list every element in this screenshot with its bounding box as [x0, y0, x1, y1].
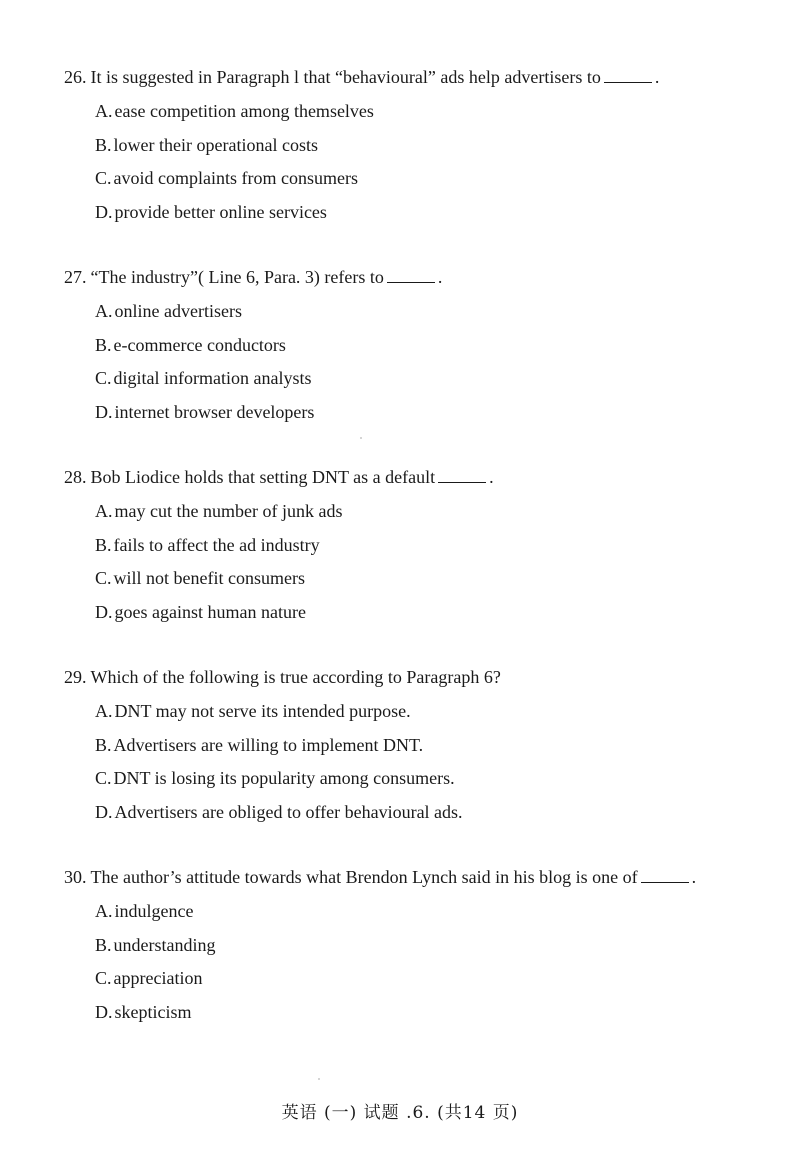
- question-text-end: .: [691, 867, 697, 887]
- option-d: D. Advertisers are obliged to offer behavioural ads.: [95, 801, 463, 822]
- option-a: A. indulgence: [95, 901, 194, 921]
- option-list: [95, 295, 724, 429]
- question-number: 27.: [64, 267, 87, 287]
- question-stem: [64, 661, 724, 694]
- option-b: B. understanding: [95, 934, 216, 955]
- option-b: B. Advertisers are willing to implement DNT.: [95, 734, 424, 755]
- scan-speck: [360, 437, 362, 439]
- question-29: [64, 661, 724, 829]
- question-text: It is suggested in Paragraph l that “behavioural” ads help advertisers to: [90, 67, 601, 87]
- question-stem: [64, 261, 724, 294]
- option-c: C. digital information analysts: [95, 368, 312, 388]
- option-c: C. avoid complaints from consumers: [95, 168, 358, 188]
- question-text: Which of the following is true according to Paragraph 6?: [90, 667, 501, 687]
- question-number: 29.: [64, 667, 87, 687]
- answer-blank: [641, 866, 689, 883]
- question-stem: [64, 461, 724, 494]
- option-d: D. skepticism: [95, 1001, 192, 1022]
- question-text-end: .: [489, 467, 494, 487]
- question-stem: [64, 61, 724, 94]
- option-c: C. DNT is losing its popularity among consumers.: [95, 768, 455, 788]
- question-28: [64, 461, 724, 629]
- option-a: A. DNT may not serve its intended purpose.: [95, 701, 411, 721]
- question-number: 30.: [64, 867, 87, 887]
- option-c: C. will not benefit consumers: [95, 568, 305, 588]
- option-b: B. e-commerce conductors: [95, 334, 286, 355]
- option-a: A. ease competition among themselves: [95, 101, 374, 121]
- option-d: D. provide better online services: [95, 201, 327, 222]
- question-text-end: .: [654, 67, 660, 87]
- question-text: The author’s attitude towards what Brendon Lynch said in his blog is one of: [90, 867, 638, 887]
- scan-speck: [318, 1078, 320, 1080]
- question-text: “The industry”( Line 6, Para. 3) refers to: [90, 267, 384, 287]
- question-text-end: .: [437, 267, 443, 287]
- page-footer: 英语 (一) 试题 .6. (共14 页): [281, 1103, 519, 1123]
- answer-blank: [387, 266, 435, 283]
- option-list: [95, 95, 724, 229]
- option-d: D. internet browser developers: [95, 401, 315, 422]
- question-30: [64, 861, 724, 1029]
- option-a: A. online advertisers: [95, 301, 242, 321]
- question-stem: [64, 861, 724, 894]
- question-number: 26.: [64, 67, 87, 87]
- option-d: D. goes against human nature: [95, 601, 306, 622]
- option-list: [95, 495, 724, 629]
- answer-blank: [438, 466, 486, 483]
- option-b: B. lower their operational costs: [95, 134, 318, 155]
- answer-blank: [604, 66, 652, 83]
- question-number: 28.: [64, 467, 87, 487]
- option-b: B. fails to affect the ad industry: [95, 534, 320, 555]
- option-list: [95, 695, 724, 829]
- question-27: [64, 261, 724, 429]
- option-c: C. appreciation: [95, 968, 203, 988]
- option-a: A. may cut the number of junk ads: [95, 501, 343, 521]
- question-text: Bob Liodice holds that setting DNT as a default: [90, 467, 436, 487]
- option-list: [95, 895, 724, 1029]
- question-26: [64, 61, 724, 229]
